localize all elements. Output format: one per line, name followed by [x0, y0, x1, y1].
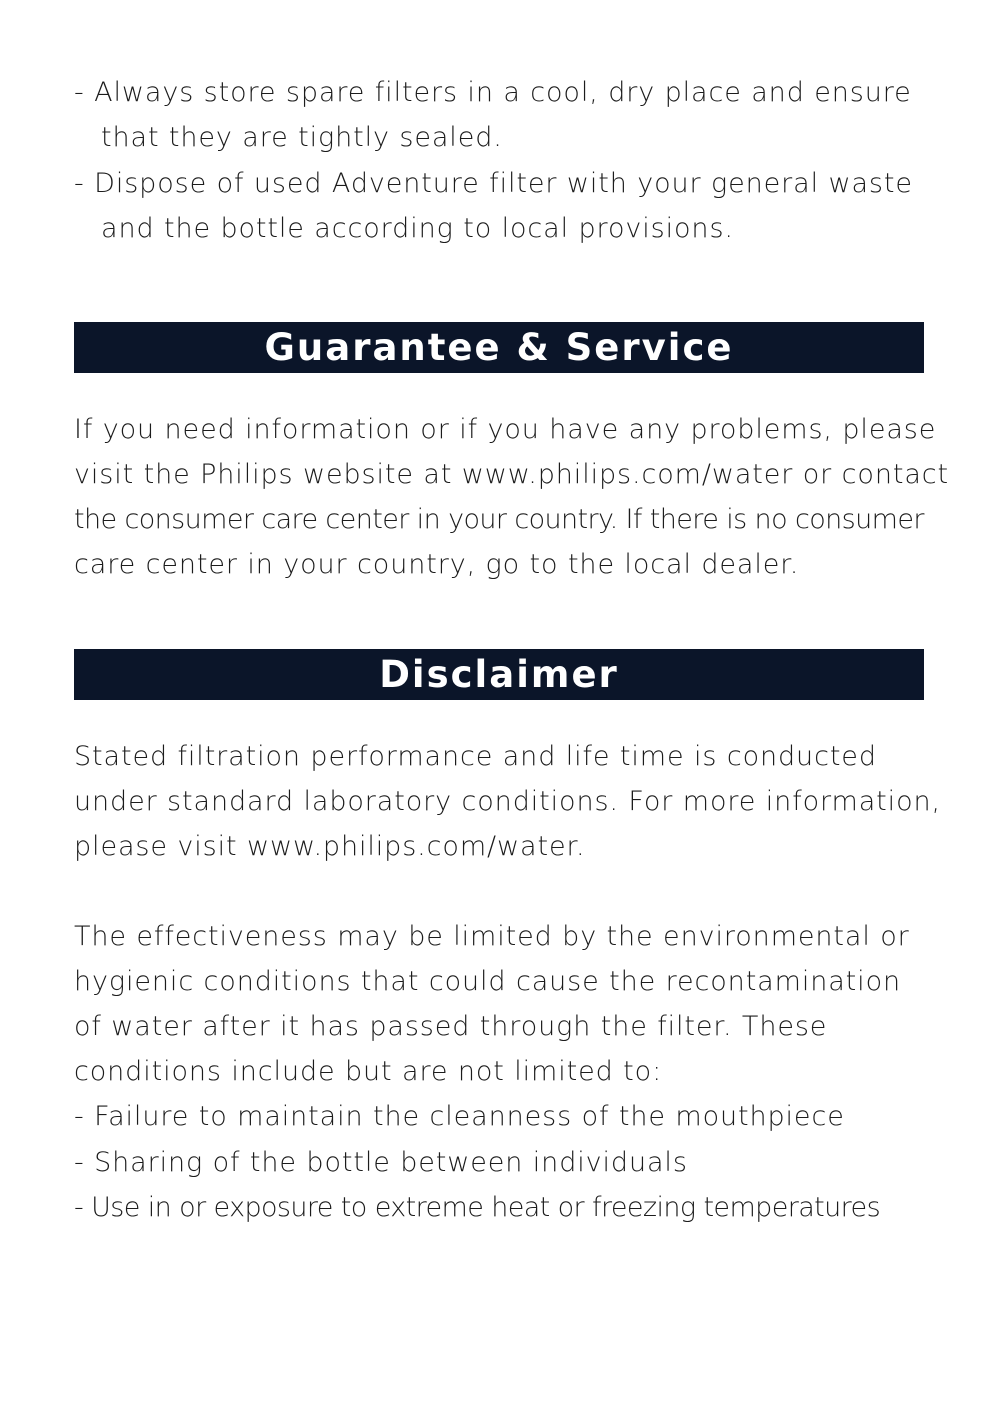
disclaimer-list-item-2: - Sharing of the bottle between individuals	[74, 1147, 688, 1178]
guarantee-line-3: the consumer care center in your country. If there is no consumer	[74, 504, 924, 535]
disclaimer-p1-line-1: Stated filtration performance and life time is conducted	[74, 741, 877, 772]
storage-line-3: - Dispose of used Adventure filter with your general waste	[74, 168, 913, 199]
disclaimer-list-item-3: - Use in or exposure to extreme heat or freezing temperatures	[74, 1192, 881, 1223]
disclaimer-p1-line-3: please visit www.philips.com/water.	[74, 831, 586, 862]
storage-line-4: and the bottle according to local provisions.	[101, 213, 734, 244]
disclaimer-p2-line-4: conditions include but are not limited to:	[74, 1056, 663, 1087]
guarantee-heading: Guarantee & Service	[74, 322, 924, 373]
storage-line-1: - Always store spare filters in a cool, dry place and ensure	[74, 77, 912, 108]
guarantee-line-4: care center in your country, go to the local dealer.	[74, 549, 800, 580]
disclaimer-p1-line-2: under standard laboratory conditions. For more information,	[74, 786, 941, 817]
storage-line-2: that they are tightly sealed.	[101, 122, 503, 153]
guarantee-line-2: visit the Philips website at www.philips.com/water or contact	[74, 459, 949, 490]
disclaimer-heading: Disclaimer	[74, 649, 924, 700]
disclaimer-p2-line-1: The effectiveness may be limited by the environmental or	[74, 921, 910, 952]
disclaimer-list-item-1: - Failure to maintain the cleanness of the mouthpiece	[74, 1101, 845, 1132]
disclaimer-p2-line-2: hygienic conditions that could cause the recontamination	[74, 966, 902, 997]
disclaimer-p2-line-3: of water after it has passed through the filter. These	[74, 1011, 828, 1042]
guarantee-line-1: If you need information or if you have any problems, please	[74, 414, 937, 445]
